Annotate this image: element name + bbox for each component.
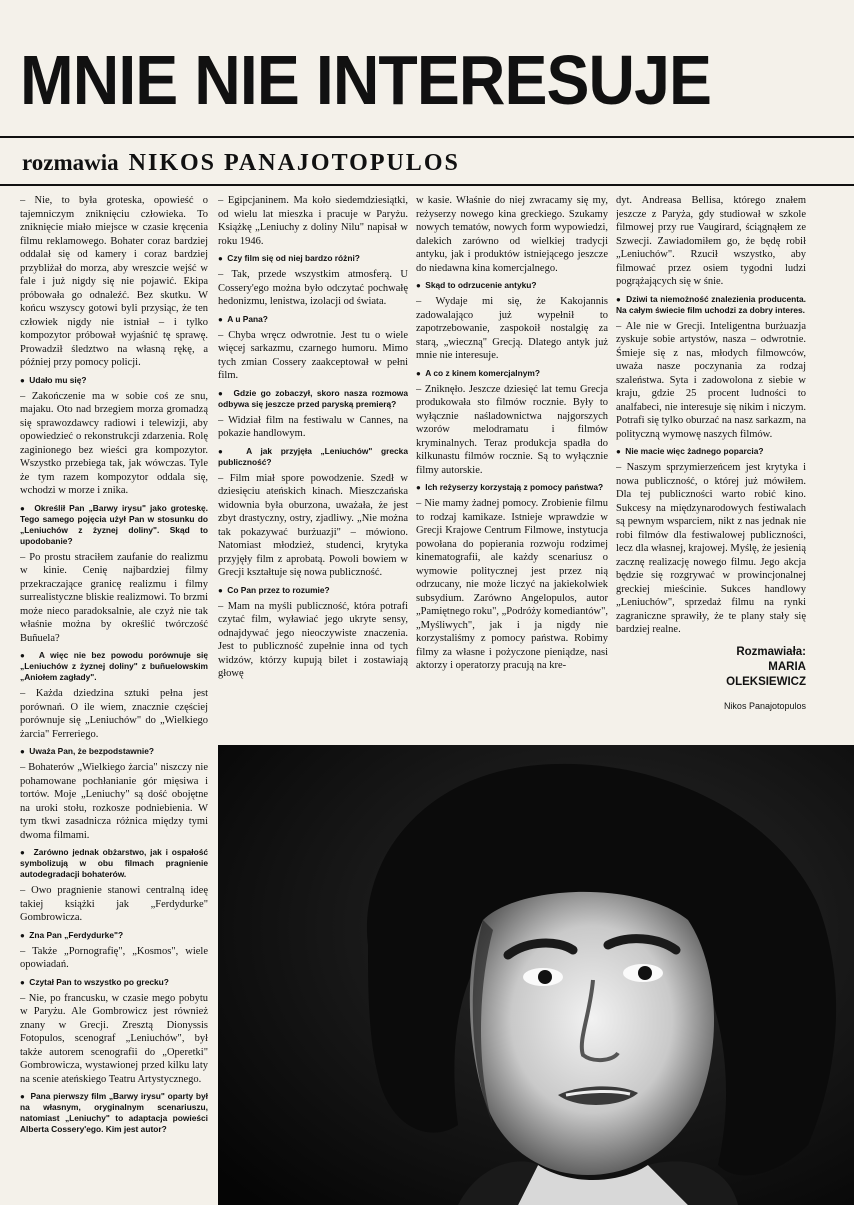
interview-question: ● Dziwi ta niemożność znalezienia producenta. Na całym świecie film uchodzi za dobry interes.: [616, 294, 806, 316]
interview-answer: – Nie mamy żadnej pomocy. Zrobienie filmu to rodzaj kamikaze. Istnieje wprawdzie w Grecji Krajowe Centrum Filmowe, instytucja powołana do popierania rozwoju rodzimej kinematografii, ale każdy scenariusz o wymowie politycznej jest przez nią odrzucany, nie może liczyć na jakiekolwiek subsydium. Zarówno Angelopulos, autor „Pamiętnego roku", „Podróży komediantów", „Myśliwych", jak i ja nigdy nie korzystaliśmy z pomocy państwa. Robimy filmy za własne i pożyczone pieniądze, nasi aktorzy i operatorzy pracują na kre-: [416, 498, 608, 671]
interview-question: ● Ich reżyserzy korzystają z pomocy państwa?: [416, 482, 608, 493]
signature-first-name: MARIA: [768, 660, 806, 673]
signature-last-name: OLEKSIEWICZ: [726, 675, 806, 688]
photo-caption: Nikos Panajotopulos: [723, 700, 806, 711]
interview-answer: – Nie, po francusku, w czasie mego pobytu w Paryżu. Ale Gombrowicz jest również znany w Grecji. Zresztą Dionyssis Fotopulos, scenograf „Leniuchów", był także autorem scenografii do „Operetki" Gombrowicza, wystawionej przed kilku laty na scenie ateńskiego Teatru Artystycznego.: [20, 992, 208, 1085]
interview-answer: – Także „Pornografię", „Kosmos", wiele opowiadań.: [20, 945, 208, 970]
interview-answer: – Mam na myśli publiczność, która potrafi czytać film, wyławiać jego ukryte sensy, odnajdywać jego nieoczywiste znaczenia. Jest to publiczność zupełnie inna od tych widzów, którzy kupują bilet i zostawiają głowę: [218, 600, 408, 679]
interview-answer: – Każda dziedzina sztuki pełna jest porównań. O ile wiem, znacznie częściej porównuje się „Leniuchów" do „Wielkiego żarcia" Ferreriego.: [20, 688, 208, 740]
interview-question: ● Nie macie więc żadnego poparcia?: [616, 446, 806, 457]
article-column-1: [20, 194, 208, 1159]
interview-question: ● Gdzie go zobaczył, skoro nasza rozmowa odbywa się jeszcze przed paryską premierą?: [218, 388, 408, 410]
interview-answer: dyt. Andreasa Bellisa, którego znałem jeszcze z Paryża, gdy studiował w szkole filmowej przy rue Vaugirard, ściągnąłem ze Szwecji. Zawiadomiłem go, że będę robił „Leniuchów". Rzucił wszystko, aby filmować przez osiem tygodni ludzi pogrążających się w śnie.: [616, 195, 806, 287]
interview-question: ● Zarówno jednak obżarstwo, jak i ospałość symbolizują w obu filmach pragnienie autodegradacji bohaterów.: [20, 847, 208, 880]
interview-answer: – Egipcjaninem. Ma koło siedemdziesiątki, od wielu lat mieszka i pracuje w Paryżu. Książkę „Leniuchy z doliny Nilu" napisał w roku 1946.: [218, 195, 408, 247]
interview-answer: – Widział film na festiwalu w Cannes, na pokazie handlowym.: [218, 414, 408, 439]
interview-question: ● Zna Pan „Ferdydurke"?: [20, 930, 208, 941]
article-column-2: [218, 194, 408, 738]
interview-answer: – Zniknęło. Jeszcze dziesięć lat temu Grecja produkowała sto filmów rocznie. Były to wyłącznie naśladownictwa najgorszych wzorów melodramatu i filmów kryminalnych. Teraz produkcja spadła do kilkunastu filmów rocznie. Są to wyłącznie filmy autorskie.: [416, 383, 608, 476]
interview-answer: – Naszym sprzymierzeńcem jest krytyka i nowa publiczność, o której już mówiłem. Dla tej publiczności warto robić kino. Sukcesy na międzynarodowych festiwalach są pewnym wsparciem, nikt z nas jednak nie robi filmów dla festiwalowej publiczności, lecz dla własnej, krajowej. Myślę, że jesienią zacznę realizację nowego filmu. Jego akcja będzie się rozgrywać w prowincjonalnej greckiej mieścinie. Sukces handlowy „Leniuchów", sprzedaż filmu na rynki zagraniczne sprawiły, że te plany stały się bardziej realne.: [616, 462, 806, 635]
interview-question: ● Czytał Pan to wszystko po grecku?: [20, 977, 208, 988]
signature: [616, 645, 806, 690]
interview-answer: – Ale nie w Grecji. Inteligentna burżuazja zyskuje sobie artystów, nasza – odwrotnie. Śmieje się z nas, młodych filmowców, uważa nasze poczynania za rodzaj szaleństwa. Syta i zadowolona z siebie w kraju, gdzie 25 procent ludności to analfabeci, nie interesuje się nikim i niczym. Potrafi się tylko oburzać na nasz sarkazm, na polityczną wymowę naszych filmów.: [616, 320, 806, 440]
headline: MNIE NIE INTERESUJE: [20, 41, 712, 119]
interview-answer: w kasie. Właśnie do niej zwracamy się my, reżyserzy nowego kina greckiego. Szukamy nowych tematów, nowych form wypowiedzi, dalekich zarówno od wielkiej tradycji antyku, jak i produktów istniejącego jeszcze do niedawna kina komercjalnego.: [416, 195, 608, 274]
rule-top: [0, 136, 854, 138]
interview-answer: – Nie, to była groteska, opowieść o tajemniczym zniknięciu człowieka. To zniknięcie miało miejsce w czasie kręcenia filmu reklamowego. Bohater coraz bardziej oddalał się od kamery i coraz bardziej przybliżał do morza, aby wreszcie wejść w fale i już nigdy się nie pojawić. Ekipa próbowała go odnaleźć. Bez skutku. W końcu wszyscy gotowi byli przysiąc, że ten człowiek nigdy nie istniał – i tylko kompozytor próbował wyjaśnić tę sprawę. Prowadził śledztwo na własną rękę, a później przy pomocy policji.: [20, 195, 208, 368]
interview-question: ● A jak przyjęła „Leniuchów" grecka publiczność?: [218, 446, 408, 468]
interview-answer: – Owo pragnienie stanowi centralną ideę takiej książki jak „Ferdydurke" Gombrowicza.: [20, 885, 208, 923]
interview-answer: – Po prostu straciłem zaufanie do realizmu w kinie. Cenię najbardziej filmy przekraczające granicę realizmu i filmy surrealistyczne bliskie realizmowi. To brzmi może nieco paradoksalnie, ale czyż nie tak właśnie można by określić twórczość Buñuela?: [20, 551, 208, 644]
interview-question: ● Określił Pan „Barwy irysu" jako groteskę. Tego samego pojęcia użył Pan w stosunku do „Leniuchów z żyznej doliny". Skąd to upodobanie?: [20, 503, 208, 547]
column-4-body: [616, 194, 806, 637]
interview-question: ● A więc nie bez powodu porównuje się „Leniuchów z żyznej doliny" z buñuelowskim „Aniołem zagłady".: [20, 650, 208, 683]
interview-answer: – Tak, przede wszystkim atmosferą. U Cossery'ego można było odczytać pochwałę hedonizmu, lenistwa, izolacji od świata.: [218, 269, 408, 307]
interview-question: ● Co Pan przez to rozumie?: [218, 585, 408, 596]
article-column-4: [616, 194, 806, 714]
byline-role: rozmawia: [22, 150, 119, 175]
interview-question: ● Udało mu się?: [20, 375, 208, 386]
interview-answer: – Film miał spore powodzenie. Szedł w dziesięciu ateńskich kinach. Mieszczańska widownia była oburzona, uważała, że jest zbyt drastyczny, ostry, zjadliwy. „Nie można tak pokazywać burżuazji" – mówiono. Natomiast młodzież, studenci, krytyka przyjęły film z aprobatą. Powoli bowiem w Grecji kształtuje się nowa publiczność.: [218, 472, 408, 578]
signature-label: Rozmawiała:: [736, 645, 806, 658]
interview-question: ● A u Pana?: [218, 314, 408, 325]
interview-question: ● Czy film się od niej bardzo różni?: [218, 253, 408, 264]
interview-answer: – Zakończenie ma w sobie coś ze snu, majaku. Oto nad brzegiem morza gromadzą się sprawozdawcy radiowi i telewizji, aby opowiedzieć o rekonstrukcji zdarzenia. Rolę zaginionego bez wieści gra kompozytor. Wszystko przebiega tak, jak wówczas. Tyle że tym razem kompozytor oddala się, wchodzi w morze i znika.: [20, 390, 208, 496]
interview-question: ● Skąd to odrzucenie antyku?: [416, 280, 608, 291]
interview-question: ● A co z kinem komercjalnym?: [416, 368, 608, 379]
article-column-3: [416, 194, 608, 738]
rule-bottom: [0, 184, 854, 186]
byline: [22, 145, 460, 181]
interview-question: ● Pana pierwszy film „Barwy irysu" oparty był na własnym, oryginalnym scenariuszu, natomiast „Leniuchy" to adaptacja powieści Alberta Cossery'ego. Kim jest autor?: [20, 1091, 208, 1135]
portrait-illustration: [218, 745, 854, 1205]
interview-answer: – Bohaterów „Wielkiego żarcia" niszczy nie pohamowane pochłanianie gór mięsiwa i tortów. Moje „Leniuchy" są dość obojętne na uroki stołu, rozkosze podniebienia. W tym tkwi zasadnicza różnica między tymi dwoma filmami.: [20, 762, 208, 841]
byline-name: NIKOS PANAJOTOPULOS: [128, 150, 460, 176]
portrait-photo: [218, 745, 854, 1205]
interview-answer: – Wydaje mi się, że Kakojannis zadowalająco już wypełnił to zapotrzebowanie, zaspokoił nostalgię za starą, „wieczną" Grecją. Dlatego antyk już mnie nie interesuje.: [416, 296, 608, 361]
interview-question: ● Uważa Pan, że bezpodstawnie?: [20, 746, 208, 757]
interview-answer: – Chyba wręcz odwrotnie. Jest tu o wiele więcej sarkazmu, czarnego humoru. Mimo tych zmian Cossery zaakceptował w pełni film.: [218, 329, 408, 381]
